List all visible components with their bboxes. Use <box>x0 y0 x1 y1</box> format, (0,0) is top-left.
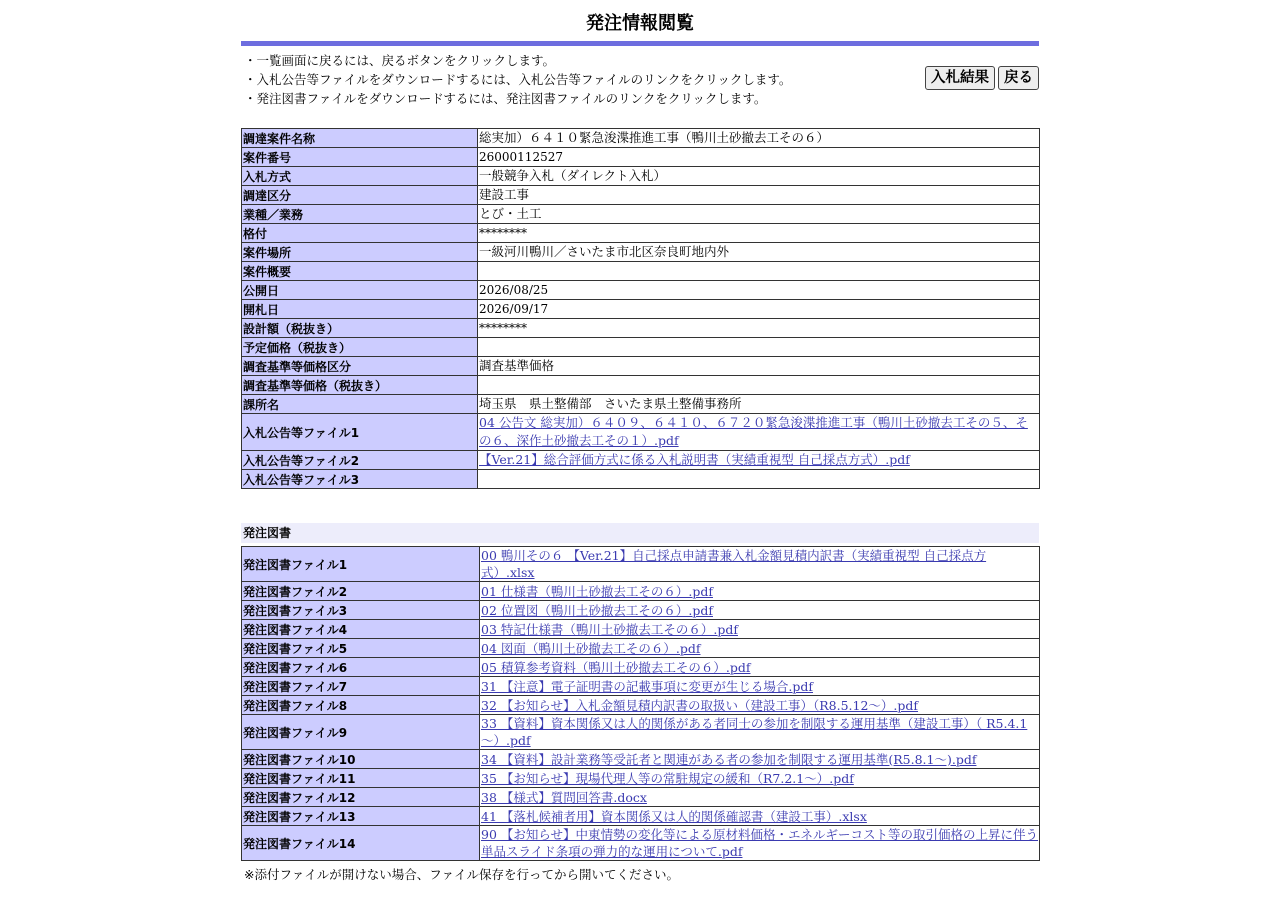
drawing-file-link[interactable]: 32 【お知らせ】入札金額見積内訳書の取扱い（建設工事）（R8.5.12～）.pdf <box>481 697 919 713</box>
info-value: ******** <box>478 224 1040 243</box>
drawing-file-row <box>242 715 1040 750</box>
drawing-file-cell <box>480 677 1040 696</box>
drawing-file-link[interactable]: 34 【資料】設計業務等受託者と関連がある者の参加を制限する運用基準(R5.8.1～).pdf <box>481 751 977 767</box>
drawing-file-label: 発注図書ファイル10 <box>242 750 480 769</box>
info-label: 課所名 <box>242 395 478 414</box>
drawing-file-row <box>242 658 1040 677</box>
drawing-file-cell <box>480 715 1040 750</box>
drawing-file-row <box>242 826 1040 861</box>
drawing-file-label: 発注図書ファイル1 <box>242 547 480 582</box>
drawing-file-row <box>242 807 1040 826</box>
info-row <box>242 338 1040 357</box>
notice-file-label: 入札公告等ファイル2 <box>242 451 478 470</box>
drawing-file-cell <box>480 769 1040 788</box>
info-value <box>478 338 1040 357</box>
info-label: 調達案件名称 <box>242 129 478 148</box>
info-label: 設計額（税抜き） <box>242 319 478 338</box>
back-button[interactable]: 戻る <box>998 66 1039 90</box>
info-row <box>242 395 1040 414</box>
info-label: 格付 <box>242 224 478 243</box>
drawing-file-link[interactable]: 05 積算参考資料（鴨川土砂撤去工その６）.pdf <box>481 659 751 675</box>
info-label: 案件場所 <box>242 243 478 262</box>
info-label: 業種／業務 <box>242 205 478 224</box>
info-label: 入札方式 <box>242 167 478 186</box>
drawing-file-label: 発注図書ファイル5 <box>242 639 480 658</box>
info-row <box>242 262 1040 281</box>
drawing-file-row <box>242 620 1040 639</box>
drawings-heading: 発注図書 <box>241 523 1039 543</box>
drawing-file-label: 発注図書ファイル3 <box>242 601 480 620</box>
info-label: 案件番号 <box>242 148 478 167</box>
info-row <box>242 376 1040 395</box>
drawing-file-cell <box>480 807 1040 826</box>
info-value: 2026/08/25 <box>478 281 1040 300</box>
drawing-file-label: 発注図書ファイル9 <box>242 715 480 750</box>
drawing-file-label: 発注図書ファイル6 <box>242 658 480 677</box>
drawing-file-label: 発注図書ファイル13 <box>242 807 480 826</box>
info-label: 案件概要 <box>242 262 478 281</box>
drawing-file-cell <box>480 788 1040 807</box>
info-row <box>242 129 1040 148</box>
drawing-file-label: 発注図書ファイル11 <box>242 769 480 788</box>
instruction-notice-files: ・入札公告等ファイルをダウンロードするには、入札公告等ファイルのリンクをクリックします。 <box>244 72 792 87</box>
info-row <box>242 357 1040 376</box>
drawing-file-cell <box>480 620 1040 639</box>
info-value: とび・土工 <box>478 205 1040 224</box>
info-value: 一般競争入札（ダイレクト入札） <box>478 167 1040 186</box>
drawing-file-label: 発注図書ファイル7 <box>242 677 480 696</box>
drawing-file-cell <box>480 582 1040 601</box>
instruction-back: ・一覧画面に戻るには、戻るボタンをクリックします。 <box>244 53 556 68</box>
drawings-table <box>241 546 1040 861</box>
drawing-file-row <box>242 788 1040 807</box>
drawing-file-link[interactable]: 90 【お知らせ】中東情勢の変化等による原材料価格・エネルギーコスト等の取引価格の上昇に伴う単品スライド条項の弾力的な運用について.pdf <box>481 827 1039 859</box>
drawing-file-link[interactable]: 00 鴨川その６ 【Ver.21】自己採点申請書兼入札金額見積内訳書（実績重視型 自己採点方式）.xlsx <box>481 548 987 580</box>
drawing-file-row <box>242 696 1040 715</box>
order-info-table <box>241 128 1040 489</box>
info-row <box>242 205 1040 224</box>
drawing-file-link[interactable]: 33 【資料】資本関係又は人的関係がある者同士の参加を制限する運用基準（建設工事）（ R5.4.1～）.pdf <box>481 716 1028 748</box>
drawing-file-label: 発注図書ファイル14 <box>242 826 480 861</box>
info-value: 26000112527 <box>478 148 1040 167</box>
info-value: 一級河川鴨川／さいたま市北区奈良町地内外 <box>478 243 1040 262</box>
drawing-file-row <box>242 601 1040 620</box>
info-label: 予定価格（税抜き） <box>242 338 478 357</box>
info-value: 建設工事 <box>478 186 1040 205</box>
info-label: 開札日 <box>242 300 478 319</box>
notice-file-row <box>242 470 1040 489</box>
drawing-file-cell <box>480 696 1040 715</box>
action-buttons <box>925 66 1039 90</box>
info-row <box>242 224 1040 243</box>
info-label: 公開日 <box>242 281 478 300</box>
info-label: 調査基準等価格区分 <box>242 357 478 376</box>
info-row <box>242 186 1040 205</box>
info-row <box>242 300 1040 319</box>
notice-file-link[interactable]: 【Ver.21】総合評価方式に係る入札説明書（実績重視型 自己採点方式）.pdf <box>479 452 910 467</box>
info-row <box>242 243 1040 262</box>
drawing-file-link[interactable]: 31 【注意】電子証明書の記載事項に変更が生じる場合.pdf <box>481 678 813 694</box>
drawing-file-link[interactable]: 41 【落札候補者用】資本関係又は人的関係確認書（建設工事）.xlsx <box>481 808 867 824</box>
info-row <box>242 281 1040 300</box>
notice-file-row <box>242 451 1040 470</box>
notice-file-link[interactable]: 04 公告文 総実加）６４０９、６４１０、６７２０緊急浚渫推進工事（鴨川土砂撤去工その５、その６、深作土砂撤去工その１）.pdf <box>479 415 1028 448</box>
page-container <box>241 0 1039 883</box>
drawing-file-cell <box>480 750 1040 769</box>
instruction-drawing-files: ・発注図書ファイルをダウンロードするには、発注図書ファイルのリンクをクリックします。 <box>244 91 767 106</box>
notice-file-cell <box>478 451 1040 470</box>
attachment-note: ※添付ファイルが開けない場合、ファイル保存を行ってから開いてください。 <box>244 867 679 882</box>
bid-result-button[interactable]: 入札結果 <box>925 66 995 90</box>
info-label: 調査基準等価格（税抜き） <box>242 376 478 395</box>
page-title: 発注情報閲覧 <box>586 13 694 34</box>
info-value: ******** <box>478 319 1040 338</box>
drawing-file-link[interactable]: 04 図面（鴨川土砂撤去工その６）.pdf <box>481 640 701 656</box>
info-value <box>478 376 1040 395</box>
drawing-file-label: 発注図書ファイル12 <box>242 788 480 807</box>
drawing-file-link[interactable]: 01 仕様書（鴨川土砂撤去工その６）.pdf <box>481 583 713 599</box>
drawing-file-row <box>242 750 1040 769</box>
drawing-file-cell <box>480 826 1040 861</box>
drawing-file-cell <box>480 601 1040 620</box>
drawing-file-row <box>242 677 1040 696</box>
notice-file-label: 入札公告等ファイル1 <box>242 414 478 451</box>
notice-file-label: 入札公告等ファイル3 <box>242 470 478 489</box>
drawing-file-link[interactable]: 03 特記仕様書（鴨川土砂撤去工その６）.pdf <box>481 621 738 637</box>
drawing-file-label: 発注図書ファイル8 <box>242 696 480 715</box>
info-row <box>242 167 1040 186</box>
drawing-file-cell <box>480 639 1040 658</box>
info-value: 総実加）６４１０緊急浚渫推進工事（鴨川土砂撤去工その６） <box>478 129 1040 148</box>
info-label: 調達区分 <box>242 186 478 205</box>
drawing-file-link[interactable]: 02 位置図（鴨川土砂撤去工その６）.pdf <box>481 602 713 618</box>
info-value: 調査基準価格 <box>478 357 1040 376</box>
notice-file-row <box>242 414 1040 451</box>
drawing-file-label: 発注図書ファイル2 <box>242 582 480 601</box>
drawing-file-row <box>242 769 1040 788</box>
info-value: 2026/09/17 <box>478 300 1040 319</box>
notice-file-cell <box>478 470 1040 489</box>
drawing-file-cell <box>480 658 1040 677</box>
info-value <box>478 262 1040 281</box>
drawing-file-row <box>242 547 1040 582</box>
drawing-file-row <box>242 582 1040 601</box>
drawing-file-row <box>242 639 1040 658</box>
info-row <box>242 148 1040 167</box>
notice-file-cell <box>478 414 1040 451</box>
drawing-file-label: 発注図書ファイル4 <box>242 620 480 639</box>
info-row <box>242 319 1040 338</box>
drawing-file-cell <box>480 547 1040 582</box>
drawing-file-link[interactable]: 35 【お知らせ】現場代理人等の常駐規定の緩和（R7.2.1～）.pdf <box>481 770 854 786</box>
drawing-file-link[interactable]: 38 【様式】質問回答書.docx <box>481 789 647 805</box>
info-value: 埼玉県 県土整備部 さいたま県土整備事務所 <box>478 395 1040 414</box>
instructions <box>241 46 1039 128</box>
